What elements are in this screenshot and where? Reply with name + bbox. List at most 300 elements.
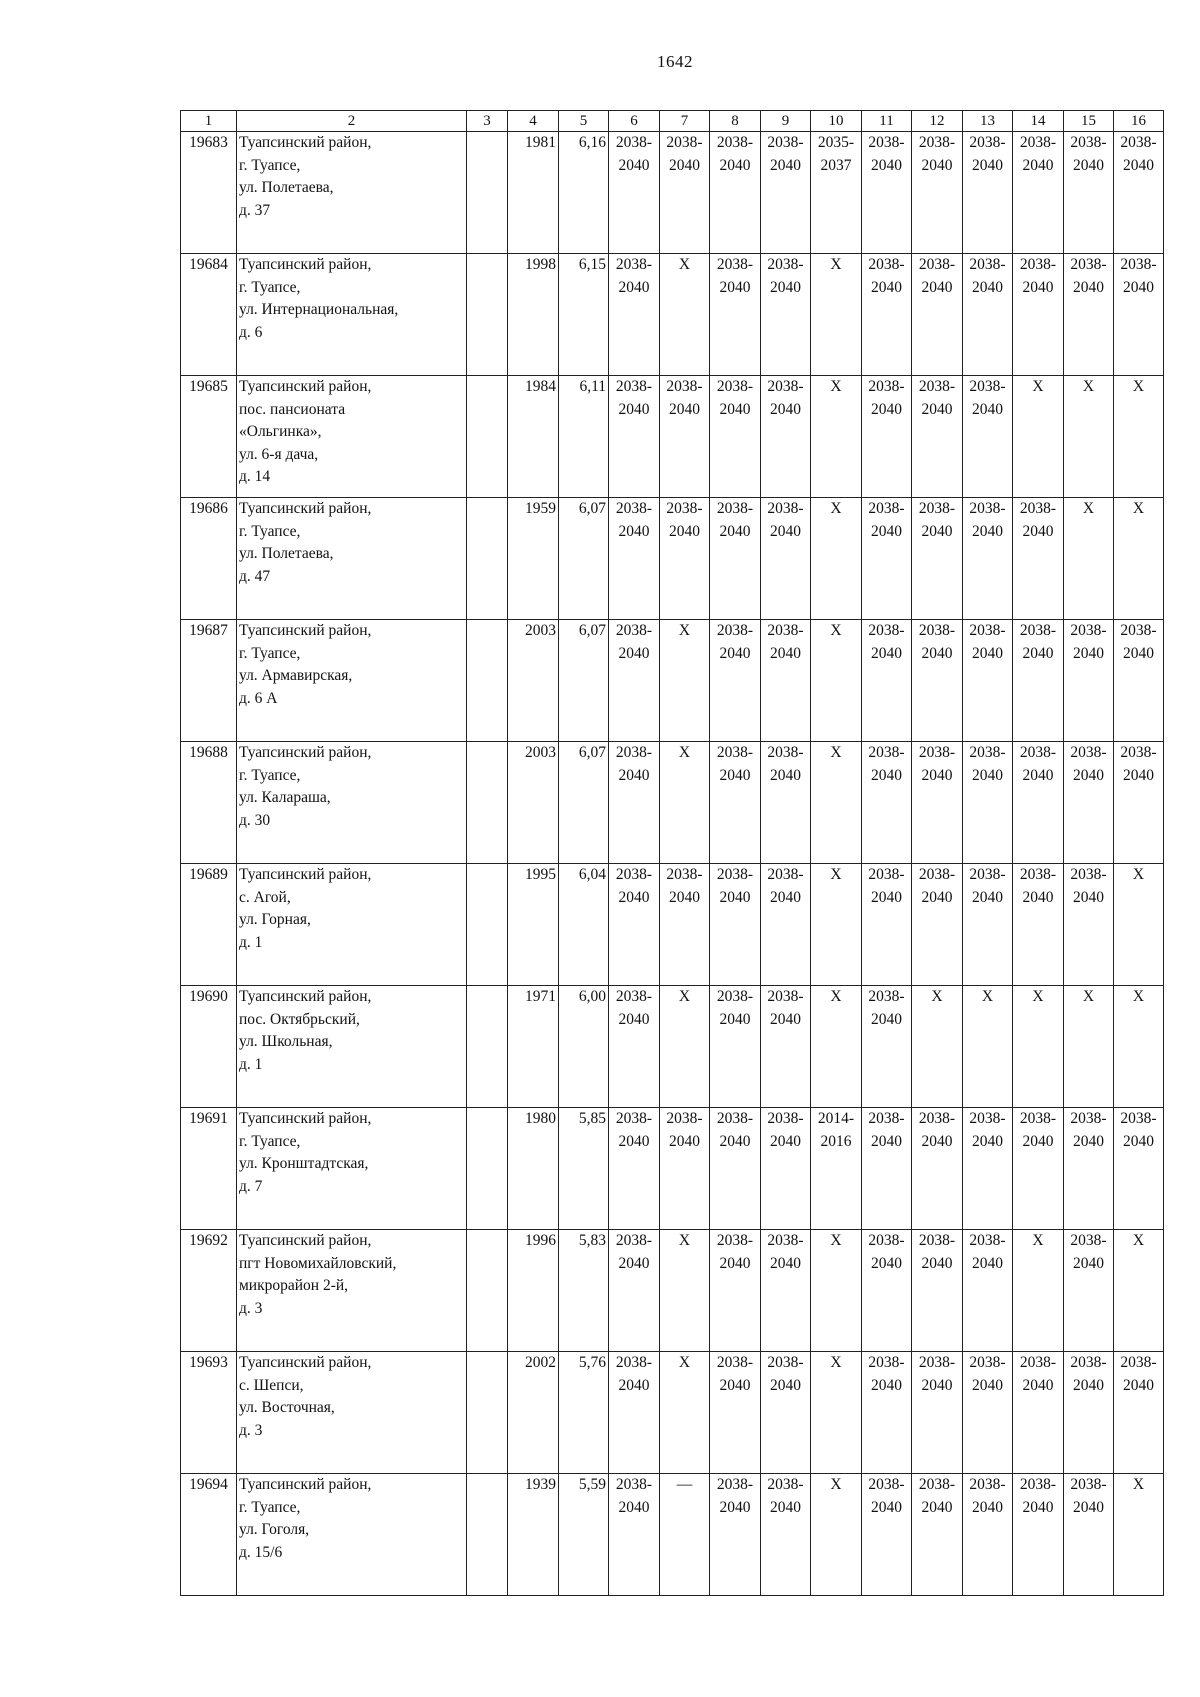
address-line: д. 1 <box>239 933 263 951</box>
period-line: 2040 <box>1022 522 1054 540</box>
period-line: 2040 <box>1073 1376 1104 1394</box>
period-cell <box>609 1352 660 1474</box>
period-line: 2038- <box>969 1476 1006 1493</box>
address-line: Туапсинский район, <box>239 378 372 395</box>
period-line: X <box>678 622 691 639</box>
period-cell <box>710 1230 761 1352</box>
period-line: 2038- <box>716 134 754 151</box>
period-line: 2038- <box>868 1110 905 1127</box>
period-cell <box>811 376 862 498</box>
period-line: 2038- <box>615 622 653 639</box>
period-cell <box>660 986 710 1108</box>
period-cell <box>1114 986 1164 1108</box>
address-line: д. 3 <box>239 1421 263 1439</box>
table-row <box>181 620 1164 742</box>
period-line: 2038- <box>767 256 804 273</box>
period-cell <box>1114 1230 1164 1352</box>
period-cell <box>1064 1230 1114 1352</box>
period-line: 2038- <box>767 1354 804 1371</box>
address-line: д. 30 <box>239 811 271 829</box>
value-cell: 5,76 <box>559 1352 609 1474</box>
period-line: X <box>830 622 842 639</box>
header-cell: 15 <box>1064 111 1114 132</box>
address-line: ул. Горная, <box>239 911 311 928</box>
address-cell <box>237 376 467 498</box>
value-cell: 6,07 <box>559 498 609 620</box>
column-3-cell <box>467 132 508 254</box>
address-line: д. 47 <box>239 567 271 585</box>
period-line: 2038- <box>1019 1110 1057 1127</box>
period-line: 2040 <box>1123 644 1154 662</box>
address-line: Туапсинский район, <box>239 500 372 517</box>
address-line: д. 6 <box>239 323 263 341</box>
period-cell <box>811 1108 862 1230</box>
period-line: 2040 <box>1123 1376 1154 1394</box>
header-cell: 6 <box>609 111 660 132</box>
column-3-cell <box>467 1352 508 1474</box>
period-cell <box>1114 498 1164 620</box>
period-cell <box>710 498 761 620</box>
period-cell <box>761 376 811 498</box>
period-line: 2040 <box>669 400 700 418</box>
period-line: 2040 <box>1073 156 1104 174</box>
table-body <box>181 132 1164 1596</box>
period-cell <box>811 986 862 1108</box>
header-cell: 2 <box>237 111 467 132</box>
period-cell <box>761 864 811 986</box>
address-line: Туапсинский район, <box>239 256 372 273</box>
period-cell <box>811 1474 862 1596</box>
period-line: 2040 <box>871 1254 902 1272</box>
period-line: 2040 <box>618 156 650 174</box>
period-cell <box>1114 132 1164 254</box>
value-cell: 6,00 <box>559 986 609 1108</box>
period-line: 2038- <box>918 1476 956 1493</box>
period-line: 2040 <box>871 1010 902 1028</box>
period-line: 2038- <box>868 622 905 639</box>
period-line: 2040 <box>618 1376 650 1394</box>
period-line: 2040 <box>770 1010 801 1028</box>
period-line: 2040 <box>618 400 650 418</box>
period-line: 2038- <box>666 134 703 151</box>
period-line: 2040 <box>770 1254 801 1272</box>
period-line: 2038- <box>767 1110 804 1127</box>
record-id: 19686 <box>181 498 237 620</box>
year-cell: 1981 <box>508 132 559 254</box>
period-line: X <box>931 988 943 1005</box>
period-line: 2040 <box>719 888 751 906</box>
address-line: с. Агой, <box>239 888 291 906</box>
period-line: 2040 <box>1022 278 1054 296</box>
period-line: 2040 <box>770 1376 801 1394</box>
period-line: 2040 <box>1123 156 1154 174</box>
period-line: 2038- <box>615 1232 653 1249</box>
address-line: д. 7 <box>239 1177 263 1195</box>
period-line: 2040 <box>921 400 953 418</box>
period-line: 2040 <box>921 1376 953 1394</box>
period-line: 2038- <box>868 1354 905 1371</box>
period-line: 2038- <box>615 1110 653 1127</box>
table-row <box>181 986 1164 1108</box>
period-cell <box>660 620 710 742</box>
period-line: 2038- <box>615 988 653 1005</box>
period-line: 2040 <box>770 156 801 174</box>
year-cell: 1998 <box>508 254 559 376</box>
period-cell <box>1064 1474 1114 1596</box>
address-line: пгт Новомихайловский, <box>239 1254 397 1272</box>
period-cell <box>710 132 761 254</box>
value-cell: 5,85 <box>559 1108 609 1230</box>
period-cell <box>660 1352 710 1474</box>
address-cell <box>237 132 467 254</box>
period-line: 2038- <box>1070 1476 1107 1493</box>
period-cell <box>660 864 710 986</box>
address-line: Туапсинский район, <box>239 1110 372 1127</box>
period-line: 2040 <box>669 888 700 906</box>
period-cell <box>1064 742 1114 864</box>
period-line: 2038- <box>1120 622 1157 639</box>
period-cell <box>1114 1352 1164 1474</box>
period-line: 2040 <box>719 278 751 296</box>
period-line: 2040 <box>618 278 650 296</box>
period-cell <box>1114 1474 1164 1596</box>
address-line: д. 6 А <box>239 689 278 707</box>
period-line: 2038- <box>868 744 905 761</box>
table-row <box>181 1108 1164 1230</box>
period-cell <box>1013 254 1064 376</box>
header-cell: 11 <box>862 111 912 132</box>
value-cell: 6,04 <box>559 864 609 986</box>
period-cell <box>963 1352 1013 1474</box>
period-line: 2038- <box>767 134 804 151</box>
period-cell <box>862 498 912 620</box>
period-cell <box>1064 254 1114 376</box>
address-line: д. 3 <box>239 1299 263 1317</box>
period-cell <box>710 254 761 376</box>
period-line: 2040 <box>770 1498 801 1516</box>
column-3-cell <box>467 498 508 620</box>
period-line: 2038- <box>868 1476 905 1493</box>
period-cell <box>1013 1108 1064 1230</box>
period-line: 2040 <box>1022 644 1054 662</box>
period-line: 2035- <box>817 134 855 151</box>
address-line: г. Туапсе, <box>239 278 301 296</box>
period-cell <box>1013 742 1064 864</box>
header-cell: 4 <box>508 111 559 132</box>
period-line: 2038- <box>918 1110 956 1127</box>
address-cell <box>237 864 467 986</box>
period-cell <box>609 1230 660 1352</box>
period-line: X <box>1132 1232 1145 1249</box>
period-line: 2038- <box>1070 256 1107 273</box>
period-cell <box>811 1352 862 1474</box>
address-cell <box>237 742 467 864</box>
period-line: 2040 <box>972 400 1003 418</box>
period-line: 2038- <box>1019 1354 1057 1371</box>
period-line: 2040 <box>1123 766 1154 784</box>
period-cell <box>609 742 660 864</box>
period-line: 2040 <box>921 888 953 906</box>
address-line: д. 14 <box>239 468 271 485</box>
header-row <box>181 111 1164 132</box>
value-cell: 6,16 <box>559 132 609 254</box>
year-cell: 2002 <box>508 1352 559 1474</box>
period-line: 2040 <box>770 400 801 418</box>
period-cell <box>1114 376 1164 498</box>
period-line: X <box>1082 988 1095 1005</box>
period-line: 2038- <box>716 988 754 1005</box>
period-line: X <box>830 1232 842 1249</box>
address-line: пос. пансионата <box>239 400 346 418</box>
period-line: X <box>830 1476 842 1493</box>
period-cell <box>912 620 963 742</box>
period-cell <box>710 1474 761 1596</box>
period-line: 2040 <box>1073 1132 1104 1150</box>
period-line: 2040 <box>719 1498 751 1516</box>
period-line: 2038- <box>918 866 956 883</box>
period-line: 2040 <box>1073 1254 1104 1272</box>
address-cell <box>237 1352 467 1474</box>
period-cell <box>912 742 963 864</box>
period-cell <box>811 742 862 864</box>
period-cell <box>710 1108 761 1230</box>
period-cell <box>761 1230 811 1352</box>
period-line: 2038- <box>918 1354 956 1371</box>
period-cell <box>862 986 912 1108</box>
period-line: 2038- <box>868 500 905 517</box>
period-cell <box>862 620 912 742</box>
address-line: Туапсинский район, <box>239 622 372 639</box>
table-row <box>181 376 1164 498</box>
period-cell <box>1013 986 1064 1108</box>
value-cell: 5,59 <box>559 1474 609 1596</box>
period-line: 2037 <box>820 156 852 174</box>
period-line: 2040 <box>972 1254 1003 1272</box>
period-cell <box>1114 864 1164 986</box>
address-line: г. Туапсе, <box>239 156 301 174</box>
period-line: 2040 <box>871 522 902 540</box>
header-cell: 16 <box>1114 111 1164 132</box>
period-line: 2038- <box>868 1232 905 1249</box>
period-cell <box>710 864 761 986</box>
period-line: 2038- <box>716 1232 754 1249</box>
address-line: г. Туапсе, <box>239 1498 301 1516</box>
period-cell <box>609 132 660 254</box>
address-line: ул. Полетаева, <box>239 179 334 196</box>
period-cell <box>1013 132 1064 254</box>
period-line: 2040 <box>972 888 1003 906</box>
address-line: д. 37 <box>239 201 271 219</box>
header-cell: 7 <box>660 111 710 132</box>
period-cell <box>963 620 1013 742</box>
period-line: 2040 <box>1073 278 1104 296</box>
record-id: 19691 <box>181 1108 237 1230</box>
period-line: 2038- <box>716 1110 754 1127</box>
period-line: 2040 <box>921 1132 953 1150</box>
column-3-cell <box>467 864 508 986</box>
period-line: 2038- <box>716 500 754 517</box>
period-line: 2038- <box>918 378 956 395</box>
period-cell <box>963 742 1013 864</box>
column-3-cell <box>467 254 508 376</box>
period-cell <box>1064 864 1114 986</box>
period-line: 2038- <box>969 256 1006 273</box>
period-cell <box>1013 1352 1064 1474</box>
period-line: 2040 <box>871 278 902 296</box>
period-cell <box>912 1352 963 1474</box>
period-cell <box>1013 1230 1064 1352</box>
address-line: Туапсинский район, <box>239 744 372 761</box>
period-line: 2038- <box>969 500 1006 517</box>
header-cell: 5 <box>559 111 609 132</box>
period-line: 2038- <box>1120 256 1157 273</box>
period-cell <box>862 742 912 864</box>
year-cell: 1980 <box>508 1108 559 1230</box>
period-line: 2040 <box>871 1376 902 1394</box>
period-cell <box>963 986 1013 1108</box>
period-line: 2038- <box>767 1476 804 1493</box>
address-cell <box>237 620 467 742</box>
period-line: 2038- <box>716 744 754 761</box>
period-cell <box>912 986 963 1108</box>
record-id: 19694 <box>181 1474 237 1596</box>
period-line: 2038- <box>1120 1354 1157 1371</box>
period-line: 2038- <box>1019 622 1057 639</box>
address-line: ул. Гоголя, <box>239 1521 310 1538</box>
period-line: 2040 <box>669 1132 700 1150</box>
period-line: 2040 <box>719 1010 751 1028</box>
period-line: 2040 <box>921 766 953 784</box>
period-cell <box>1013 620 1064 742</box>
period-line: 2038- <box>1070 134 1107 151</box>
period-cell <box>609 1108 660 1230</box>
period-cell <box>912 132 963 254</box>
header-cell: 8 <box>710 111 761 132</box>
address-line: ул. Армавирская, <box>239 667 353 684</box>
year-cell: 1995 <box>508 864 559 986</box>
address-line: с. Шепси, <box>239 1376 304 1394</box>
column-3-cell <box>467 986 508 1108</box>
period-line: 2038- <box>918 134 956 151</box>
period-line: 2040 <box>871 156 902 174</box>
address-line: ул. Кронштадтская, <box>239 1155 369 1172</box>
period-line: 2038- <box>767 988 804 1005</box>
value-cell: 6,07 <box>559 620 609 742</box>
address-line: ул. 6-я дача, <box>239 445 319 463</box>
period-line: 2040 <box>719 156 751 174</box>
address-line: ул. Калараша, <box>239 789 331 806</box>
period-line: X <box>1082 378 1095 395</box>
period-cell <box>761 742 811 864</box>
period-line: 2040 <box>972 1132 1003 1150</box>
period-line: 2040 <box>719 1132 751 1150</box>
address-line: г. Туапсе, <box>239 766 301 784</box>
period-line: 2038- <box>868 134 905 151</box>
address-line: г. Туапсе, <box>239 1132 301 1150</box>
period-line: 2038- <box>918 500 956 517</box>
address-cell <box>237 1230 467 1352</box>
period-line: X <box>678 1232 691 1249</box>
period-line: 2038- <box>969 1110 1006 1127</box>
period-line: 2038- <box>716 1354 754 1371</box>
period-cell <box>1064 132 1114 254</box>
table-row <box>181 1352 1164 1474</box>
period-line: 2040 <box>1022 888 1054 906</box>
year-cell: 1984 <box>508 376 559 498</box>
period-line: 2016 <box>820 1132 852 1150</box>
value-cell: 6,07 <box>559 742 609 864</box>
period-line: 2038- <box>716 866 754 883</box>
period-line: 2040 <box>972 1376 1003 1394</box>
period-cell <box>912 498 963 620</box>
period-cell <box>811 498 862 620</box>
period-cell <box>710 1352 761 1474</box>
period-cell <box>609 254 660 376</box>
period-line: 2038- <box>969 622 1006 639</box>
period-line: 2040 <box>1073 1498 1104 1516</box>
period-cell <box>862 1352 912 1474</box>
header-cell: 3 <box>467 111 508 132</box>
period-line: — <box>676 1476 693 1493</box>
period-cell <box>609 1474 660 1596</box>
period-cell <box>963 376 1013 498</box>
period-line: 2040 <box>871 888 902 906</box>
record-id: 19693 <box>181 1352 237 1474</box>
address-line: Туапсинский район, <box>239 1232 372 1249</box>
period-line: 2038- <box>615 744 653 761</box>
address-cell <box>237 254 467 376</box>
period-line: 2038- <box>716 1476 754 1493</box>
record-id: 19683 <box>181 132 237 254</box>
address-line: ул. Полетаева, <box>239 545 334 562</box>
period-line: 2038- <box>1019 500 1057 517</box>
period-line: 2038- <box>1019 744 1057 761</box>
period-line: 2040 <box>719 766 751 784</box>
period-cell <box>1013 376 1064 498</box>
period-line: 2040 <box>871 766 902 784</box>
period-line: 2038- <box>1070 1354 1107 1371</box>
period-line: 2040 <box>770 644 801 662</box>
period-line: 2040 <box>1073 766 1104 784</box>
period-line: X <box>981 988 994 1005</box>
column-3-cell <box>467 742 508 864</box>
table-row <box>181 1230 1164 1352</box>
period-cell <box>811 864 862 986</box>
period-cell <box>811 254 862 376</box>
period-cell <box>862 132 912 254</box>
period-cell <box>1064 1108 1114 1230</box>
period-line: 2038- <box>666 378 703 395</box>
period-line: X <box>678 256 691 273</box>
period-line: 2038- <box>615 378 653 395</box>
period-line: 2040 <box>1123 278 1154 296</box>
period-line: 2038- <box>969 378 1006 395</box>
year-cell: 2003 <box>508 620 559 742</box>
period-line: 2040 <box>770 278 801 296</box>
period-line: 2038- <box>1019 866 1057 883</box>
period-cell <box>710 376 761 498</box>
period-cell <box>609 864 660 986</box>
period-line: 2038- <box>918 256 956 273</box>
column-3-cell <box>467 1108 508 1230</box>
period-line: 2038- <box>615 1476 653 1493</box>
period-line: 2038- <box>615 500 653 517</box>
period-line: 2040 <box>1022 1132 1054 1150</box>
table-row <box>181 864 1164 986</box>
period-line: 2040 <box>719 400 751 418</box>
period-line: 2040 <box>871 1498 902 1516</box>
period-line: 2040 <box>669 522 700 540</box>
